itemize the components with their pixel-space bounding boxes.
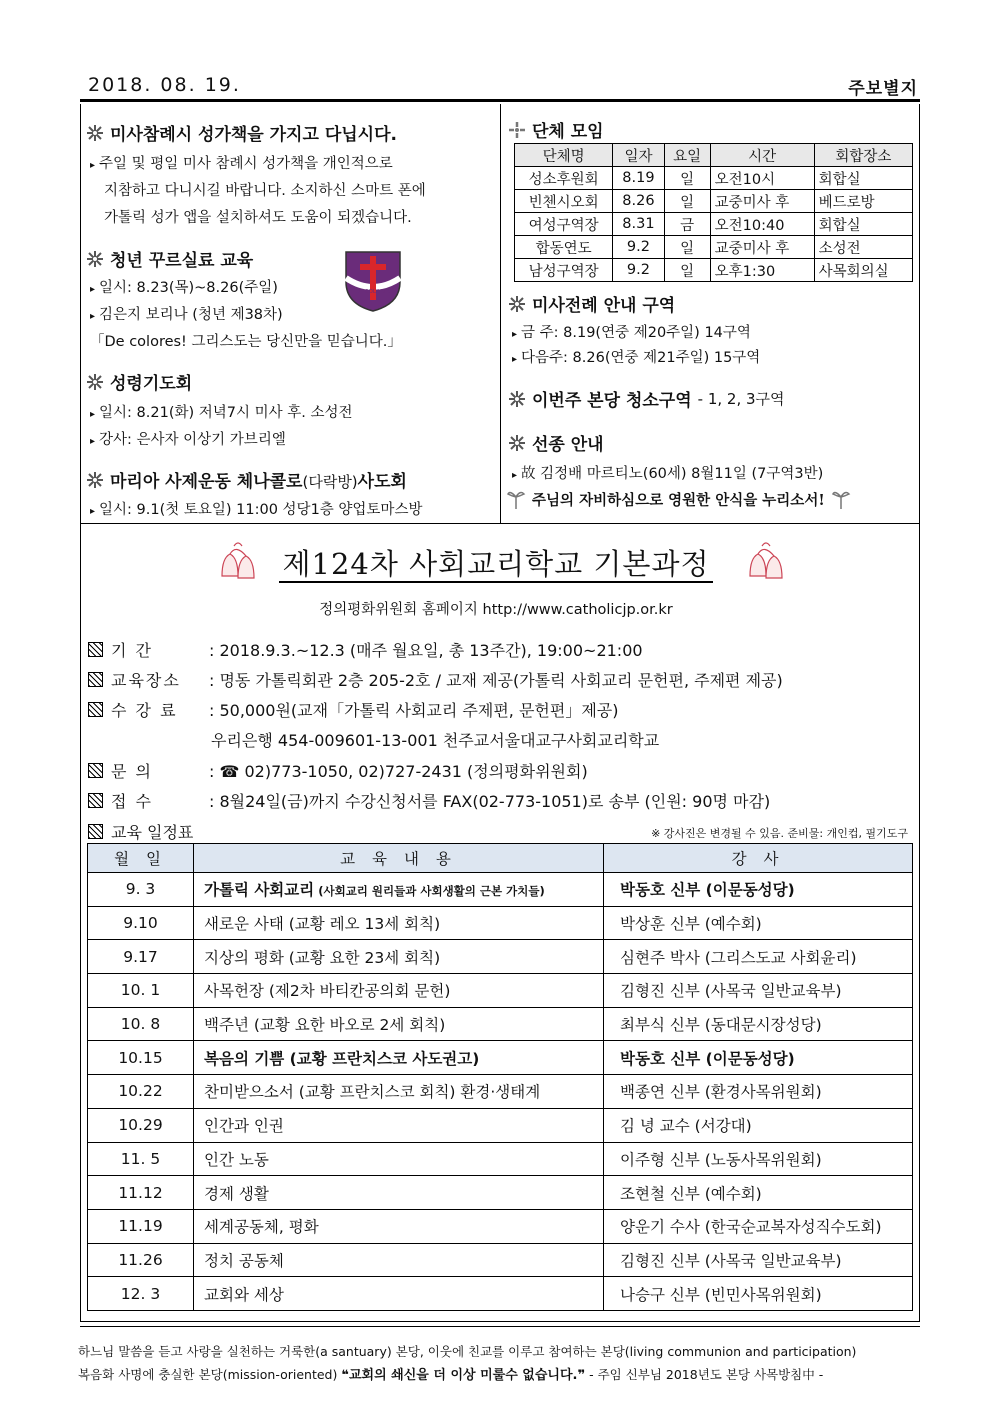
row-date: 9.17 <box>88 940 194 974</box>
list-item: 지참하고 다니시길 바랍니다. 소지하신 스마트 폰에 <box>104 183 426 199</box>
footer-line-1: 하느님 말씀을 듣고 사랑을 실천하는 거룩한(a santuary) 본당, 이웃에 친교를 이루고 참여하는 본당(living communion and participation) <box>78 1344 857 1359</box>
info-registration: 접 수 : 8월24일(금)까지 수강신청서를 FAX(02-773-1051)로 송부 (인원: 90명 마감) <box>88 789 770 812</box>
row-date: 10. 1 <box>88 974 194 1008</box>
row-date: 12. 3 <box>88 1277 194 1311</box>
table-row <box>88 1209 913 1243</box>
list-item: ▸ 금 주: 8.19(연중 제20주일) 14구역 <box>512 325 751 341</box>
list-item: ▸ 故 김정배 마르티노(60세) 8월11일 (7구역3반) <box>512 466 824 482</box>
hatch-icon <box>88 824 103 839</box>
hatch-icon <box>88 763 103 778</box>
row-topic: 복음의 기쁨 (교황 프란치스코 사도권고) <box>194 1041 604 1075</box>
header-rule <box>80 99 920 102</box>
flower-icon <box>86 373 104 391</box>
list-item: ▸ 주일 및 평일 미사 참례시 성가책을 개인적으로 <box>90 156 393 172</box>
row-topic: 인간과 인권 <box>194 1108 604 1142</box>
info-fee: 수 강 료 : 50,000원(교재「가톨릭 사회교리 주제편, 문헌편」제공) <box>88 698 619 721</box>
footer-rule <box>80 1326 920 1327</box>
list-item: ▸ 강사: 은사자 이상기 가브리엘 <box>90 432 286 448</box>
row-lecturer: 김 녕 교수 (서강대) <box>604 1108 913 1142</box>
schedule-table <box>87 843 913 1311</box>
table-row <box>88 974 913 1008</box>
table-row <box>88 906 913 940</box>
sparkle-icon <box>508 121 526 139</box>
row-topic: 새로운 사태 (교황 레오 13세 회칙) <box>194 906 604 940</box>
prayer-line: 주님의 자비하심으로 영원한 안식을 누리소서! <box>506 488 916 510</box>
section-groups <box>508 117 604 142</box>
section-title: 성령기도회 <box>110 374 193 394</box>
shield-icon <box>340 248 406 314</box>
hatch-icon <box>88 672 103 687</box>
flower-icon <box>86 124 104 142</box>
section-cleaning <box>508 386 785 411</box>
info-contact: 문 의 : ☎ 02)773-1050, 02)727-2431 (정의평화위원회) <box>88 759 588 782</box>
section-hymnbook <box>86 120 397 145</box>
lily-icon <box>506 488 526 510</box>
table-row <box>88 1007 913 1041</box>
section-title: 단체 모임 <box>532 122 604 142</box>
table-row: 여성구역장 8.31 금 오전10:40 회합실 <box>515 213 913 236</box>
list-item: ▸ 다음주: 8.26(연중 제21주일) 15구역 <box>512 350 761 366</box>
row-date: 11. 5 <box>88 1142 194 1176</box>
row-date: 10.29 <box>88 1108 194 1142</box>
table-row <box>88 1075 913 1109</box>
section-title: 마리아 사제운동 체나콜로(다락방)사도회 <box>110 472 407 492</box>
row-lecturer: 최부식 신부 (동대문시장성당) <box>604 1007 913 1041</box>
row-date: 11.19 <box>88 1209 194 1243</box>
course-homepage: 정의평화위원회 홈페이지 http://www.catholicjp.or.kr <box>319 602 673 618</box>
row-date: 10.22 <box>88 1075 194 1109</box>
info-period: 기 간 : 2018.9.3.~12.3 (매주 월요일, 총 13주간), 19:00~21:00 <box>88 638 643 661</box>
row-topic: 경제 생활 <box>194 1176 604 1210</box>
cleaning-zones: - 1, 2, 3구역 <box>697 390 785 408</box>
schedule-label: 교육 일정표 <box>88 820 193 843</box>
section-cenacle <box>86 467 407 492</box>
row-date: 11.12 <box>88 1176 194 1210</box>
table-row: 성소후원회 8.19 일 오전10시 회합실 <box>515 167 913 190</box>
row-date: 9.10 <box>88 906 194 940</box>
course-title: 제124차 사회교리학교 기본과정 <box>0 542 992 583</box>
row-topic: 찬미받으소서 (교황 프란치스코 회칙) 환경·생태계 <box>194 1075 604 1109</box>
list-item: 가톨릭 성가 앱을 설치하셔도 도움이 되겠습니다. <box>104 210 412 226</box>
bulletin-date: 2018. 08. 19. <box>88 74 241 96</box>
section-title: 미사전례 안내 구역 <box>532 296 676 316</box>
info-venue: 교육장소 : 명동 가톨릭회관 2층 205-2호 / 교재 제공(가톨릭 사회교리 문헌편, 주제편 제공) <box>88 668 783 691</box>
info-bank: 우리은행 454-009601-13-001 천주교서울대교구사회교리학교 <box>211 731 660 750</box>
row-topic: 사목헌장 (제2차 바티칸공의회 문헌) <box>194 974 604 1008</box>
row-lecturer: 박동호 신부 (이문동성당) <box>604 873 913 907</box>
table-row: 빈첸시오회 8.26 일 교중미사 후 베드로방 <box>515 190 913 213</box>
flower-icon <box>508 390 526 408</box>
table-row <box>88 1041 913 1075</box>
list-item: ▸ 일시: 8.21(화) 저녁7시 미사 후. 소성전 <box>90 405 353 421</box>
section-title: 미사참례시 성가책을 가지고 다닙시다. <box>110 125 397 145</box>
row-lecturer: 이주형 신부 (노동사목위원회) <box>604 1142 913 1176</box>
bulletin-name: 주보별지 <box>848 79 918 99</box>
schedule-body <box>88 873 913 1311</box>
row-lecturer: 백종연 신부 (환경사목위원회) <box>604 1075 913 1109</box>
row-topic: 세계공동체, 평화 <box>194 1209 604 1243</box>
row-topic: 지상의 평화 (교황 요한 23세 회칙) <box>194 940 604 974</box>
hatch-icon <box>88 642 103 657</box>
list-item: ▸ 일시: 8.23(목)~8.26(주일) <box>90 280 278 296</box>
flower-icon <box>508 434 526 452</box>
row-date: 9. 3 <box>88 873 194 907</box>
table-header-row: 월 일 교 육 내 용 강 사 <box>88 844 913 873</box>
table-row: 남성구역장 9.2 일 오후1:30 사목회의실 <box>515 259 913 282</box>
section-title: 청년 꾸르실료 교육 <box>110 251 254 271</box>
section-title: 이번주 본당 청소구역 <box>532 391 692 411</box>
row-topic: 정치 공동체 <box>194 1243 604 1277</box>
svg-text:DE COLORES: DE COLORES <box>355 289 391 295</box>
table-row: 합동연도 9.2 일 교중미사 후 소성전 <box>515 236 913 259</box>
row-lecturer: 조현철 신부 (예수회) <box>604 1176 913 1210</box>
row-lecturer: 김형진 신부 (사목국 일반교육부) <box>604 974 913 1008</box>
row-topic: 백주년 (교황 요한 바오로 2세 회칙) <box>194 1007 604 1041</box>
section-funeral <box>508 430 604 455</box>
column-divider <box>500 104 501 524</box>
hatch-icon <box>88 702 103 717</box>
lily-icon <box>831 488 851 510</box>
row-date: 11.26 <box>88 1243 194 1277</box>
row-date: 10. 8 <box>88 1007 194 1041</box>
table-row <box>88 1142 913 1176</box>
row-lecturer: 박동호 신부 (이문동성당) <box>604 1041 913 1075</box>
row-topic: 교회와 세상 <box>194 1277 604 1311</box>
table-row <box>88 940 913 974</box>
flower-icon <box>86 250 104 268</box>
table-row <box>88 873 913 907</box>
list-item: ▸ 김은지 보리나 (청년 제38차) <box>90 307 283 323</box>
flower-icon <box>86 471 104 489</box>
section-holy-spirit <box>86 369 192 394</box>
table-row <box>88 1277 913 1311</box>
table-row <box>88 1108 913 1142</box>
footer-line-2: 복음화 사명에 충실한 본당(mission-oriented) ❝교회의 쇄신을 더 이상 미룰수 없습니다.❞ - 주임 신부님 2018년도 본당 사목방침中 - <box>78 1367 824 1383</box>
flower-icon <box>508 295 526 313</box>
section-title: 선종 안내 <box>532 435 604 455</box>
hatch-icon <box>88 793 103 808</box>
row-lecturer: 심현주 박사 (그리스도교 사회윤리) <box>604 940 913 974</box>
table-row <box>88 1243 913 1277</box>
groups-table <box>514 143 913 282</box>
section-cursillo <box>86 246 253 271</box>
row-lecturer: 김형진 신부 (사목국 일반교육부) <box>604 1243 913 1277</box>
schedule-note: ※ 강사진은 변경될 수 있음. 준비물: 개인컵, 필기도구 <box>651 827 908 840</box>
list-item: ▸ 일시: 9.1(첫 토요일) 11:00 성당1층 양업토마스방 <box>90 502 423 518</box>
row-topic: 가톨릭 사회교리 (사회교리 원리들과 사회생활의 근본 가치들) <box>194 873 604 907</box>
row-date: 10.15 <box>88 1041 194 1075</box>
cursillo-logo <box>340 248 406 314</box>
row-topic: 인간 노동 <box>194 1142 604 1176</box>
row-lecturer: 나승구 신부 (빈민사목위원회) <box>604 1277 913 1311</box>
row-lecturer: 박상훈 신부 (예수회) <box>604 906 913 940</box>
section-mass-zone <box>508 291 675 316</box>
table-row <box>88 1176 913 1210</box>
list-item: 「De colores! 그리스도는 당신만을 믿습니다.」 <box>90 334 402 350</box>
table-header-row: 단체명 일자 요일 시간 회합장소 <box>515 144 913 167</box>
row-lecturer: 양운기 수사 (한국순교복자성직수도회) <box>604 1209 913 1243</box>
